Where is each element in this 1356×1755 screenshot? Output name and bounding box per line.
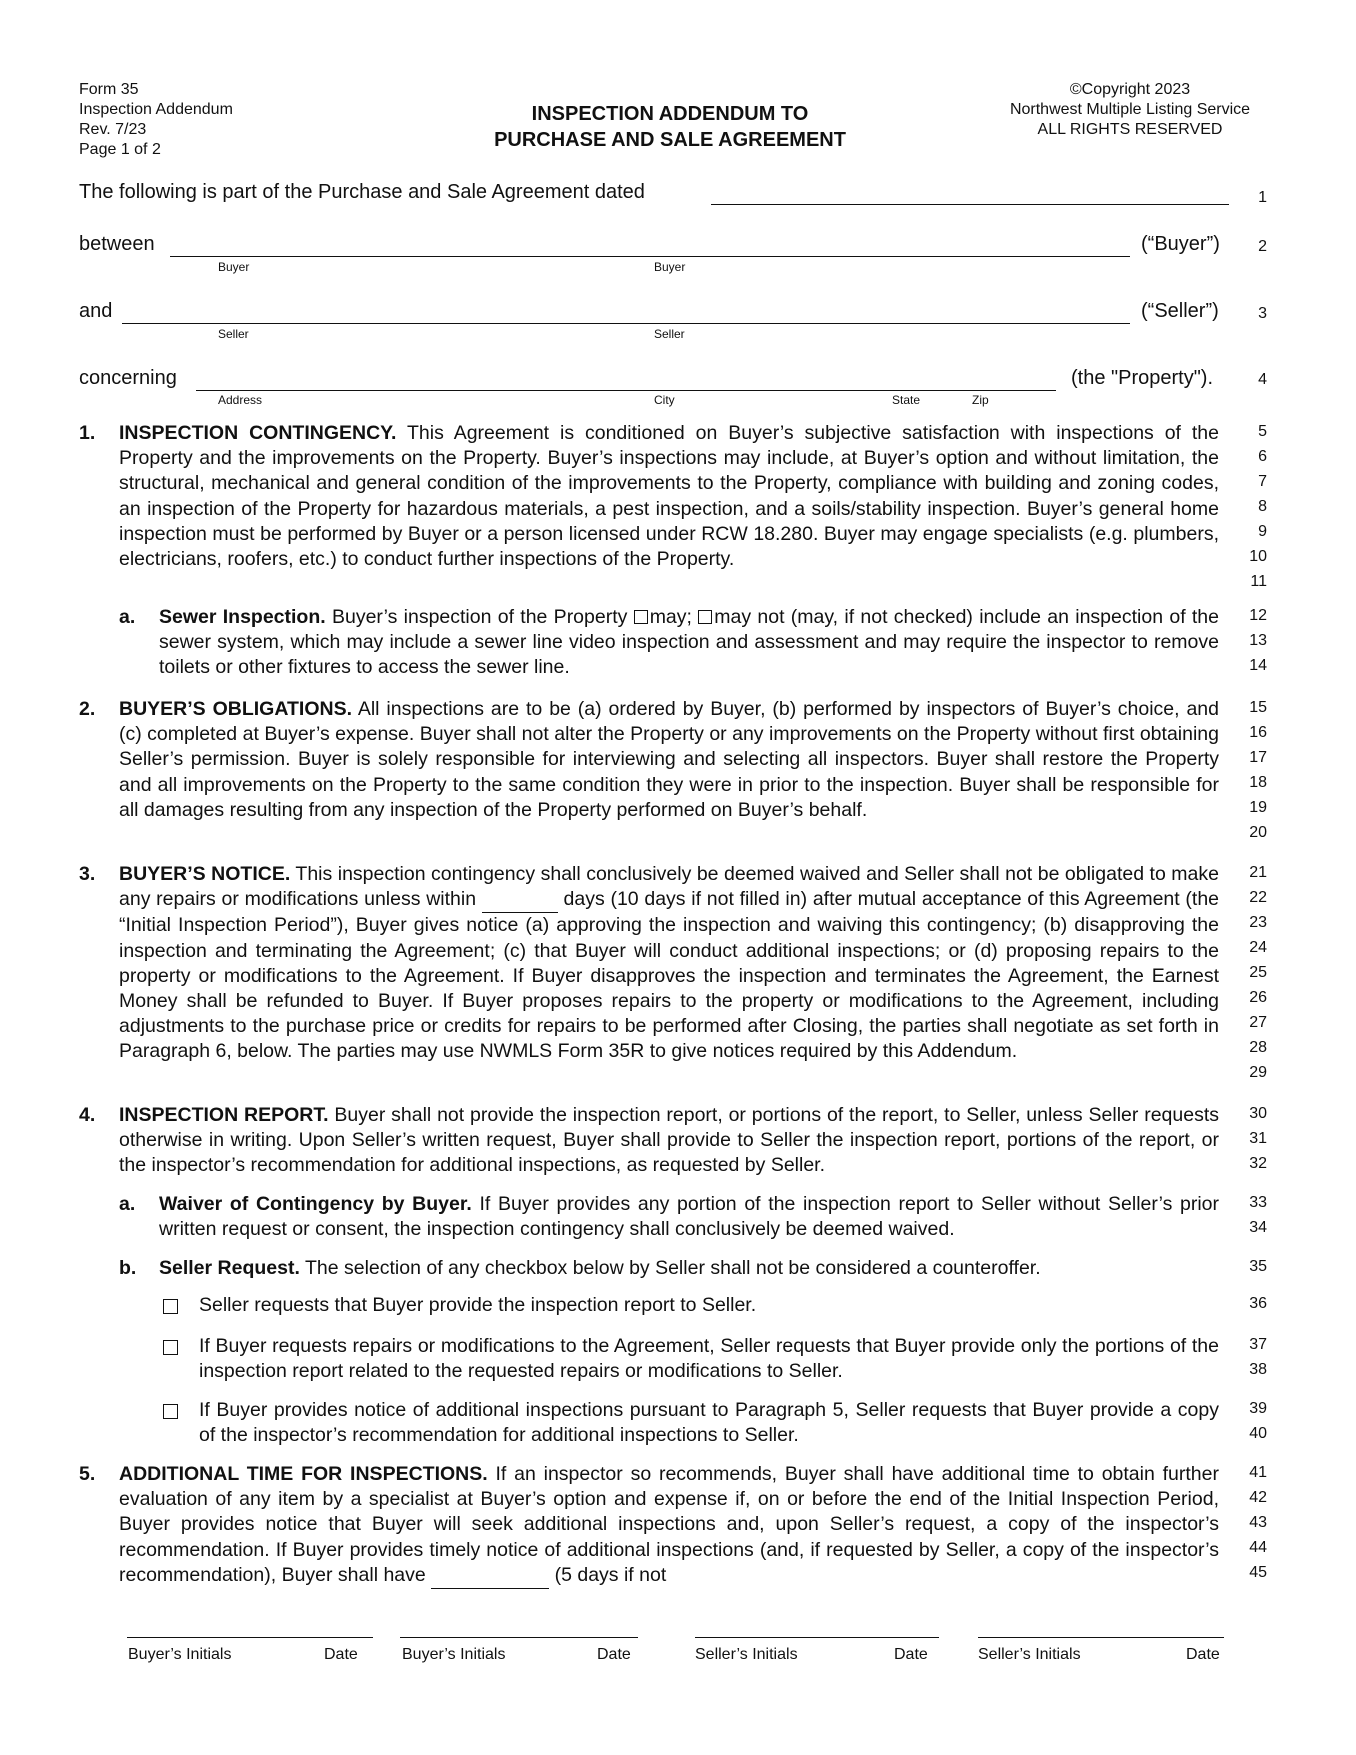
line-number: 41 xyxy=(1249,1464,1267,1481)
seller-request-option-1 xyxy=(199,1293,1219,1318)
line-number: 43 xyxy=(1249,1514,1267,1531)
line-number: 21 xyxy=(1249,864,1267,881)
section-3-number: 3. xyxy=(79,863,96,885)
line-number: 26 xyxy=(1249,989,1267,1006)
buyer-sub-label-2: Buyer xyxy=(654,260,686,274)
line-number: 38 xyxy=(1249,1361,1267,1378)
section-4-number: 4. xyxy=(79,1104,96,1126)
line-number: 6 xyxy=(1258,448,1267,465)
section-1 xyxy=(79,421,1219,572)
line-number: 45 xyxy=(1249,1564,1267,1581)
line-number: 24 xyxy=(1249,939,1267,956)
property-suffix: (the "Property"). xyxy=(1071,367,1214,389)
section-5-text-1: If an inspector so recommends, Buyer shall have additional time to obtain further evaluation of any item by a specialist at Buyer’s option and expense if, on or before the end of the Initial Inspection Period, Buyer provides notice that Buyer will seek additional inspections and, upon Seller’s request, a copy of the inspector’s recommendation. If Buyer provides timely notice of additional inspections (and, if requested by Seller, a copy of the inspector’s recommendation), Buyer shall have xyxy=(119,1463,1219,1586)
line-number: 34 xyxy=(1249,1219,1267,1236)
seller-initials-label-1: Seller’s Initials xyxy=(695,1646,798,1663)
property-address-field[interactable] xyxy=(196,390,1056,391)
buyer-date-label-2: Date xyxy=(597,1646,631,1663)
section-4b-heading: Seller Request. xyxy=(159,1257,300,1279)
organization: Northwest Multiple Listing Service xyxy=(1009,101,1251,118)
seller-request-option-2 xyxy=(199,1334,1219,1384)
section-4 xyxy=(79,1103,1219,1179)
line-number: 13 xyxy=(1249,632,1267,649)
section-3-heading: BUYER’S NOTICE. xyxy=(119,863,291,885)
section-1a-text: Buyer’s inspection of the Property xyxy=(331,606,628,628)
line-number: 28 xyxy=(1249,1039,1267,1056)
copyright-block xyxy=(980,80,1280,140)
section-5-number: 5. xyxy=(79,1463,96,1485)
section-3-text-2: days (10 days if not filled in) after mutual acceptance of this Agreement (the “Initial Inspection Period”), Buyer gives notice (a) approving the inspection and waiving this contingency; (b) disapproving the inspection and terminating the Agreement; (c) that Buyer will conduct additional inspections; or (d) proposing repairs to the property or modifications to the Agreement. If Buyer disapproves the inspection and terminates the Agreement, the Earnest Money shall be refunded to Buyer. If Buyer proposes repairs to the property or modifications to the Agreement, including adjustments to the purchase price or credits for repairs to be performed after Closing, the parties shall negotiate as set forth in Paragraph 6, below. The parties may use NWMLS Form 35R to give notices required by this Addendum. xyxy=(119,888,1220,1063)
section-3-text-1: This inspection contingency shall conclusively be deemed waived and Seller shall not be obligated to make any repairs or modifications unless within xyxy=(119,863,1219,911)
sewer-may-not-label: may not (may, if not checked) include an inspection of the sewer system, which may include a sewer line video inspection and assessment and may require the inspector to remove toilets or other fixtures to access the sewer line. xyxy=(159,606,1219,679)
seller-request-option-2-label: If Buyer requests repairs or modifications to the Agreement, Seller requests that Buyer provide only the portions of the inspection report related to the requested repairs or modifications to Seller. xyxy=(199,1335,1219,1383)
line-number: 37 xyxy=(1249,1336,1267,1353)
line-number: 11 xyxy=(1250,573,1267,590)
and-label: and xyxy=(79,300,113,322)
buyer-suffix: (“Buyer”) xyxy=(1141,233,1220,255)
title-line-1: INSPECTION ADDENDUM TO xyxy=(531,103,809,125)
between-label: between xyxy=(79,233,155,255)
sewer-may-not-checkbox[interactable] xyxy=(698,610,712,624)
line-number: 40 xyxy=(1249,1425,1267,1442)
line-number: 2 xyxy=(1258,238,1267,255)
line-number: 39 xyxy=(1249,1400,1267,1417)
section-4a-heading: Waiver of Contingency by Buyer. xyxy=(159,1193,472,1215)
section-1-heading: INSPECTION CONTINGENCY. xyxy=(119,422,397,444)
section-4a-text: If Buyer provides any portion of the inspection report to Seller without Seller’s prior written request or consent, the inspection contingency shall conclusively be deemed waived. xyxy=(159,1193,1219,1241)
form-name: Inspection Addendum xyxy=(79,101,233,118)
page-indicator: Page 1 of 2 xyxy=(79,141,161,158)
section-3 xyxy=(79,862,1220,1065)
line-number: 7 xyxy=(1258,473,1267,490)
buyer-initials-label-1: Buyer’s Initials xyxy=(128,1646,232,1663)
title-line-2: PURCHASE AND SALE AGREEMENT xyxy=(494,129,846,151)
buyer-initials-label-2: Buyer’s Initials xyxy=(402,1646,506,1663)
section-5-text-2: (5 days if not xyxy=(554,1563,667,1586)
city-sub-label: City xyxy=(654,393,675,407)
line-number: 15 xyxy=(1249,699,1267,716)
buyer-date-label-1: Date xyxy=(324,1646,358,1663)
line-number: 25 xyxy=(1249,964,1267,981)
line-number: 33 xyxy=(1249,1194,1267,1211)
inspection-days-field[interactable] xyxy=(482,887,558,913)
line-number: 31 xyxy=(1249,1130,1267,1147)
section-2-text: All inspections are to be (a) ordered by Buyer, (b) performed by inspectors of Buyer’s choice, and (c) completed at Buyer’s expense. Buyer shall not alter the Property or any improvements on the Property without first obtaining Seller’s permission. Buyer is solely responsible for interviewing and selecting all inspectors. Buyer shall restore the Property and all improvements on the Property to the same condition they were in prior to the inspection. Buyer shall be responsible for all damages resulting from any inspection of the Property performed on Buyer’s behalf. xyxy=(119,698,1219,821)
buyer-initials-field-1[interactable] xyxy=(127,1637,373,1638)
line-number: 9 xyxy=(1258,523,1267,540)
line-number: 19 xyxy=(1249,799,1267,816)
section-1-text: This Agreement is conditioned on Buyer’s subjective satisfaction with inspections of the Property and the improvements on the Property. Buyer’s inspections may include, at Buyer’s option and without limitation, the structural, mechanical and general condition of the improvements to the Property, compliance with building and zoning codes, an inspection of the Property for hazardous materials, a pest inspection, and a soils/stability inspection. Buyer’s general home inspection must be performed by Buyer or a person licensed under RCW 18.280. Buyer may engage specialists (e.g. plumbers, electricians, roofers, etc.) to conduct further inspections of the Property. xyxy=(119,422,1219,571)
copyright: ©Copyright 2023 xyxy=(1069,81,1191,98)
seller-date-label-2: Date xyxy=(1186,1646,1220,1663)
line-number: 44 xyxy=(1249,1539,1267,1556)
form-revision: Rev. 7/23 xyxy=(79,121,147,138)
address-sub-label: Address xyxy=(218,393,263,407)
line-number: 30 xyxy=(1249,1105,1267,1122)
form-info xyxy=(79,80,233,160)
seller-request-option-3 xyxy=(199,1398,1219,1448)
line-number: 35 xyxy=(1249,1258,1267,1275)
line-number: 36 xyxy=(1249,1295,1267,1312)
seller-request-option-1-checkbox[interactable] xyxy=(163,1299,178,1314)
seller-date-label-1: Date xyxy=(894,1646,928,1663)
seller-initials-field-1[interactable] xyxy=(695,1637,939,1638)
form-number: Form 35 xyxy=(79,81,139,98)
line-number: 22 xyxy=(1249,889,1267,906)
intro-label: The following is part of the Purchase and Sale Agreement dated xyxy=(79,181,645,203)
line-number: 4 xyxy=(1258,371,1267,388)
sewer-may-checkbox[interactable] xyxy=(634,610,648,624)
line-number: 17 xyxy=(1249,749,1267,766)
section-4a xyxy=(119,1192,1219,1242)
line-number: 14 xyxy=(1249,657,1267,674)
seller-initials-field-2[interactable] xyxy=(978,1637,1224,1638)
line-number: 10 xyxy=(1249,548,1267,565)
additional-days-field[interactable] xyxy=(431,1563,549,1589)
line-number: 27 xyxy=(1249,1014,1267,1031)
buyer-initials-field-2[interactable] xyxy=(400,1637,638,1638)
seller-request-option-2-checkbox[interactable] xyxy=(163,1340,178,1355)
section-4b xyxy=(119,1256,1219,1281)
section-2 xyxy=(79,697,1219,823)
seller-request-option-3-checkbox[interactable] xyxy=(163,1404,178,1419)
section-2-heading: BUYER’S OBLIGATIONS. xyxy=(119,698,352,720)
zip-sub-label: Zip xyxy=(972,393,989,407)
line-number: 12 xyxy=(1249,607,1267,624)
section-1-number: 1. xyxy=(79,422,96,444)
rights: ALL RIGHTS RESERVED xyxy=(1037,121,1223,138)
section-5-heading: ADDITIONAL TIME FOR INSPECTIONS. xyxy=(119,1463,488,1485)
seller-request-option-3-label: If Buyer provides notice of additional inspections pursuant to Paragraph 5, Seller requests that Buyer provide a copy of the inspector’s recommendation for additional inspections to Seller. xyxy=(199,1399,1219,1447)
section-4b-label: b. xyxy=(119,1257,137,1279)
agreement-date-field[interactable] xyxy=(711,204,1229,205)
section-1a xyxy=(119,605,1219,681)
sewer-may-label: may; xyxy=(649,606,692,628)
document-title xyxy=(440,101,900,153)
seller-suffix: (“Seller”) xyxy=(1141,300,1219,322)
line-number: 1 xyxy=(1258,189,1267,206)
line-number: 42 xyxy=(1249,1489,1267,1506)
concerning-label: concerning xyxy=(79,367,177,389)
section-4-heading: INSPECTION REPORT. xyxy=(119,1104,329,1126)
section-4b-text: The selection of any checkbox below by Seller shall not be considered a counteroffer. xyxy=(304,1257,1041,1279)
line-number: 8 xyxy=(1258,498,1267,515)
line-number: 16 xyxy=(1249,724,1267,741)
section-5 xyxy=(79,1462,1219,1589)
section-1a-heading: Sewer Inspection. xyxy=(159,606,326,628)
section-4a-label: a. xyxy=(119,1193,136,1215)
line-number: 29 xyxy=(1249,1064,1267,1081)
section-2-number: 2. xyxy=(79,698,96,720)
line-number: 18 xyxy=(1249,774,1267,791)
section-4-text: Buyer shall not provide the inspection report, or portions of the report, to Seller, unless Seller requests otherwise in writing. Upon Seller’s written request, Buyer shall provide to Seller the inspection report, portions of the report, or the inspector’s recommendation for additional inspections, as requested by Seller. xyxy=(119,1104,1219,1177)
buyer-sub-label-1: Buyer xyxy=(218,260,250,274)
line-number: 23 xyxy=(1249,914,1267,931)
line-number: 20 xyxy=(1249,824,1267,841)
seller-name-field[interactable] xyxy=(122,323,1130,324)
buyer-name-field[interactable] xyxy=(170,256,1130,257)
seller-request-option-1-label: Seller requests that Buyer provide the inspection report to Seller. xyxy=(199,1294,757,1316)
line-number: 32 xyxy=(1249,1155,1267,1172)
seller-sub-label-1: Seller xyxy=(218,327,249,341)
seller-initials-label-2: Seller’s Initials xyxy=(978,1646,1081,1663)
section-1a-label: a. xyxy=(119,606,136,628)
line-number: 5 xyxy=(1258,423,1267,440)
line-number: 3 xyxy=(1258,305,1267,322)
seller-sub-label-2: Seller xyxy=(654,327,685,341)
state-sub-label: State xyxy=(892,393,921,407)
